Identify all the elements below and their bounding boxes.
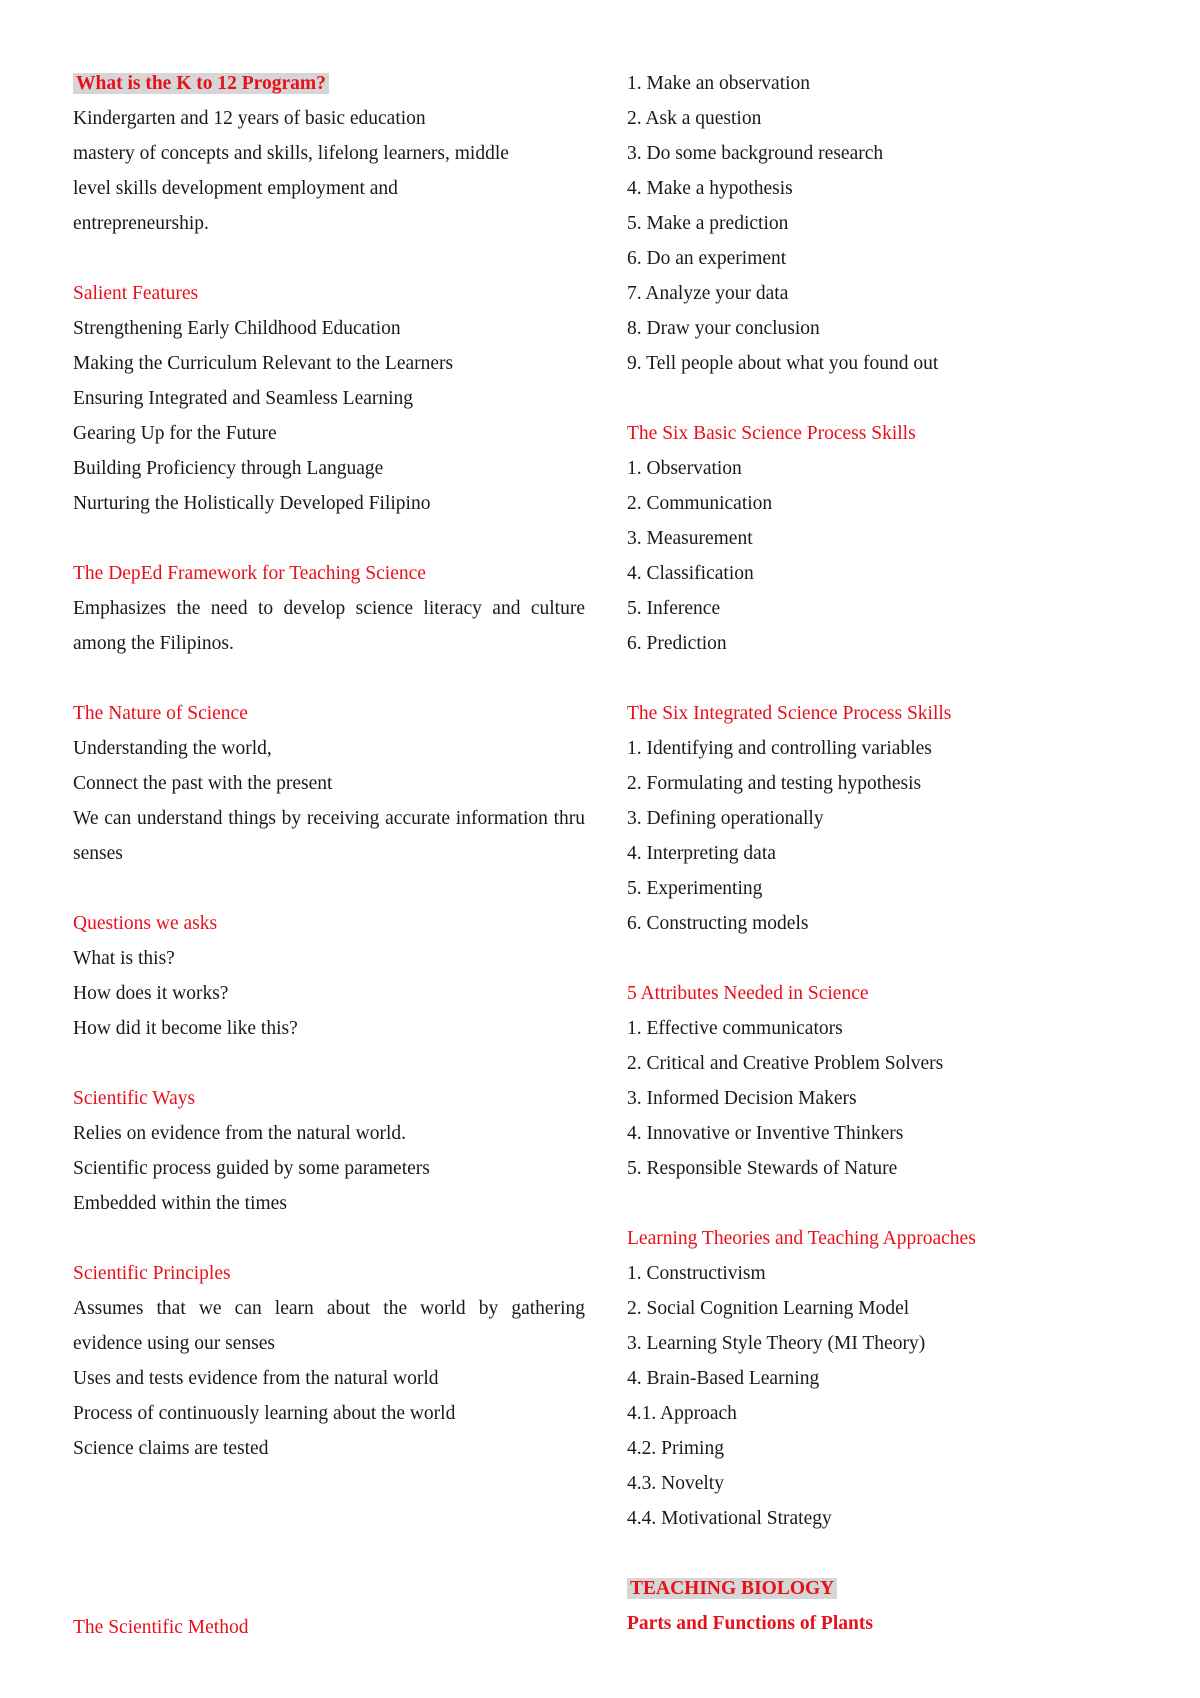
text-line: Building Proficiency through Language bbox=[73, 458, 384, 479]
list-item: 2. Critical and Creative Problem Solvers bbox=[627, 1053, 944, 1074]
heading-attributes: 5 Attributes Needed in Science bbox=[627, 983, 869, 1004]
list-item: 3. Measurement bbox=[627, 528, 753, 549]
list-item: 1. Observation bbox=[627, 458, 742, 479]
left-column bbox=[73, 66, 585, 1466]
heading-scientific-method: The Scientific Method bbox=[73, 1617, 249, 1638]
text-line: level skills development employment and bbox=[73, 178, 398, 199]
text-line: Kindergarten and 12 years of basic education bbox=[73, 108, 426, 129]
list-item: 1. Identifying and controlling variables bbox=[627, 738, 932, 759]
heading-integrated-process-skills: The Six Integrated Science Process Skills bbox=[627, 703, 952, 724]
spacer bbox=[627, 661, 1147, 696]
list-item: 1. Constructivism bbox=[627, 1263, 766, 1284]
list-item: 5. Responsible Stewards of Nature bbox=[627, 1158, 898, 1179]
subheading-plant-parts: Parts and Functions of Plants bbox=[627, 1613, 873, 1634]
list-item: 2. Communication bbox=[627, 493, 773, 514]
list-item: 4. Interpreting data bbox=[627, 843, 776, 864]
spacer bbox=[73, 871, 585, 906]
heading-scientific-principles: Scientific Principles bbox=[73, 1263, 231, 1284]
paragraph: Assumes that we can learn about the world by gathering evidence using our senses bbox=[73, 1298, 585, 1354]
section-teaching-biology bbox=[627, 1571, 1147, 1606]
text-line: Ensuring Integrated and Seamless Learning bbox=[73, 388, 414, 409]
spacer bbox=[627, 1536, 1147, 1571]
list-item: 5. Inference bbox=[627, 598, 721, 619]
right-column bbox=[627, 66, 1147, 1641]
spacer bbox=[627, 941, 1147, 976]
list-item: 4.4. Motivational Strategy bbox=[627, 1508, 832, 1529]
list-item: 3. Do some background research bbox=[627, 143, 884, 164]
text-line: Process of continuously learning about the world bbox=[73, 1403, 456, 1424]
list-item: 4.1. Approach bbox=[627, 1403, 737, 1424]
list-item: 6. Do an experiment bbox=[627, 248, 787, 269]
text-line: How does it works? bbox=[73, 983, 229, 1004]
list-item: 6. Prediction bbox=[627, 633, 727, 654]
text-line: Connect the past with the present bbox=[73, 773, 333, 794]
list-item: 4.2. Priming bbox=[627, 1438, 724, 1459]
spacer bbox=[627, 1186, 1147, 1221]
text-line: Scientific process guided by some parameters bbox=[73, 1158, 430, 1179]
text-line: How did it become like this? bbox=[73, 1018, 298, 1039]
list-item: 2. Formulating and testing hypothesis bbox=[627, 773, 922, 794]
list-item: 3. Learning Style Theory (MI Theory) bbox=[627, 1333, 926, 1354]
text-line: Uses and tests evidence from the natural world bbox=[73, 1368, 439, 1389]
list-item: 2. Ask a question bbox=[627, 108, 762, 129]
heading-basic-process-skills: The Six Basic Science Process Skills bbox=[627, 423, 916, 444]
list-item: 4. Classification bbox=[627, 563, 754, 584]
text-line: Strengthening Early Childhood Education bbox=[73, 318, 401, 339]
text-line: mastery of concepts and skills, lifelong learners, middle bbox=[73, 143, 509, 164]
list-item: 5. Experimenting bbox=[627, 878, 763, 899]
section-k12 bbox=[73, 66, 585, 101]
heading-nature-of-science: The Nature of Science bbox=[73, 703, 248, 724]
list-item: 4. Make a hypothesis bbox=[627, 178, 793, 199]
spacer bbox=[73, 521, 585, 556]
list-item: 3. Defining operationally bbox=[627, 808, 824, 829]
list-item: 1. Make an observation bbox=[627, 73, 811, 94]
heading-teaching-biology: TEACHING BIOLOGY bbox=[627, 1578, 837, 1599]
heading-salient-features: Salient Features bbox=[73, 283, 199, 304]
list-item: 4. Brain-Based Learning bbox=[627, 1368, 820, 1389]
text-line: Nurturing the Holistically Developed Filipino bbox=[73, 493, 431, 514]
spacer bbox=[73, 241, 585, 276]
heading-deped-framework: The DepEd Framework for Teaching Science bbox=[73, 563, 426, 584]
list-item: 3. Informed Decision Makers bbox=[627, 1088, 857, 1109]
text-line: Science claims are tested bbox=[73, 1438, 269, 1459]
heading-scientific-ways: Scientific Ways bbox=[73, 1088, 196, 1109]
spacer bbox=[73, 661, 585, 696]
list-item: 7. Analyze your data bbox=[627, 283, 789, 304]
text-line: Making the Curriculum Relevant to the Learners bbox=[73, 353, 454, 374]
list-item: 4. Innovative or Inventive Thinkers bbox=[627, 1123, 904, 1144]
text-line: Gearing Up for the Future bbox=[73, 423, 277, 444]
heading-learning-theories: Learning Theories and Teaching Approaches bbox=[627, 1228, 976, 1249]
text-line: entrepreneurship. bbox=[73, 213, 209, 234]
list-item: 4.3. Novelty bbox=[627, 1473, 724, 1494]
heading-k12: What is the K to 12 Program? bbox=[73, 73, 329, 94]
spacer bbox=[627, 381, 1147, 416]
text-line: What is this? bbox=[73, 948, 175, 969]
spacer bbox=[73, 1046, 585, 1081]
list-item: 1. Effective communicators bbox=[627, 1018, 843, 1039]
list-item: 5. Make a prediction bbox=[627, 213, 789, 234]
text-line: Relies on evidence from the natural world. bbox=[73, 1123, 407, 1144]
list-item: 8. Draw your conclusion bbox=[627, 318, 820, 339]
list-item: 9. Tell people about what you found out bbox=[627, 353, 939, 374]
list-item: 2. Social Cognition Learning Model bbox=[627, 1298, 910, 1319]
spacer bbox=[73, 1221, 585, 1256]
paragraph: Emphasizes the need to develop science literacy and culture among the Filipinos. bbox=[73, 598, 585, 654]
list-item: 6. Constructing models bbox=[627, 913, 809, 934]
text-line: Understanding the world, bbox=[73, 738, 272, 759]
paragraph: We can understand things by receiving accurate information thru senses bbox=[73, 808, 585, 864]
text-line: Embedded within the times bbox=[73, 1193, 287, 1214]
heading-questions: Questions we asks bbox=[73, 913, 218, 934]
